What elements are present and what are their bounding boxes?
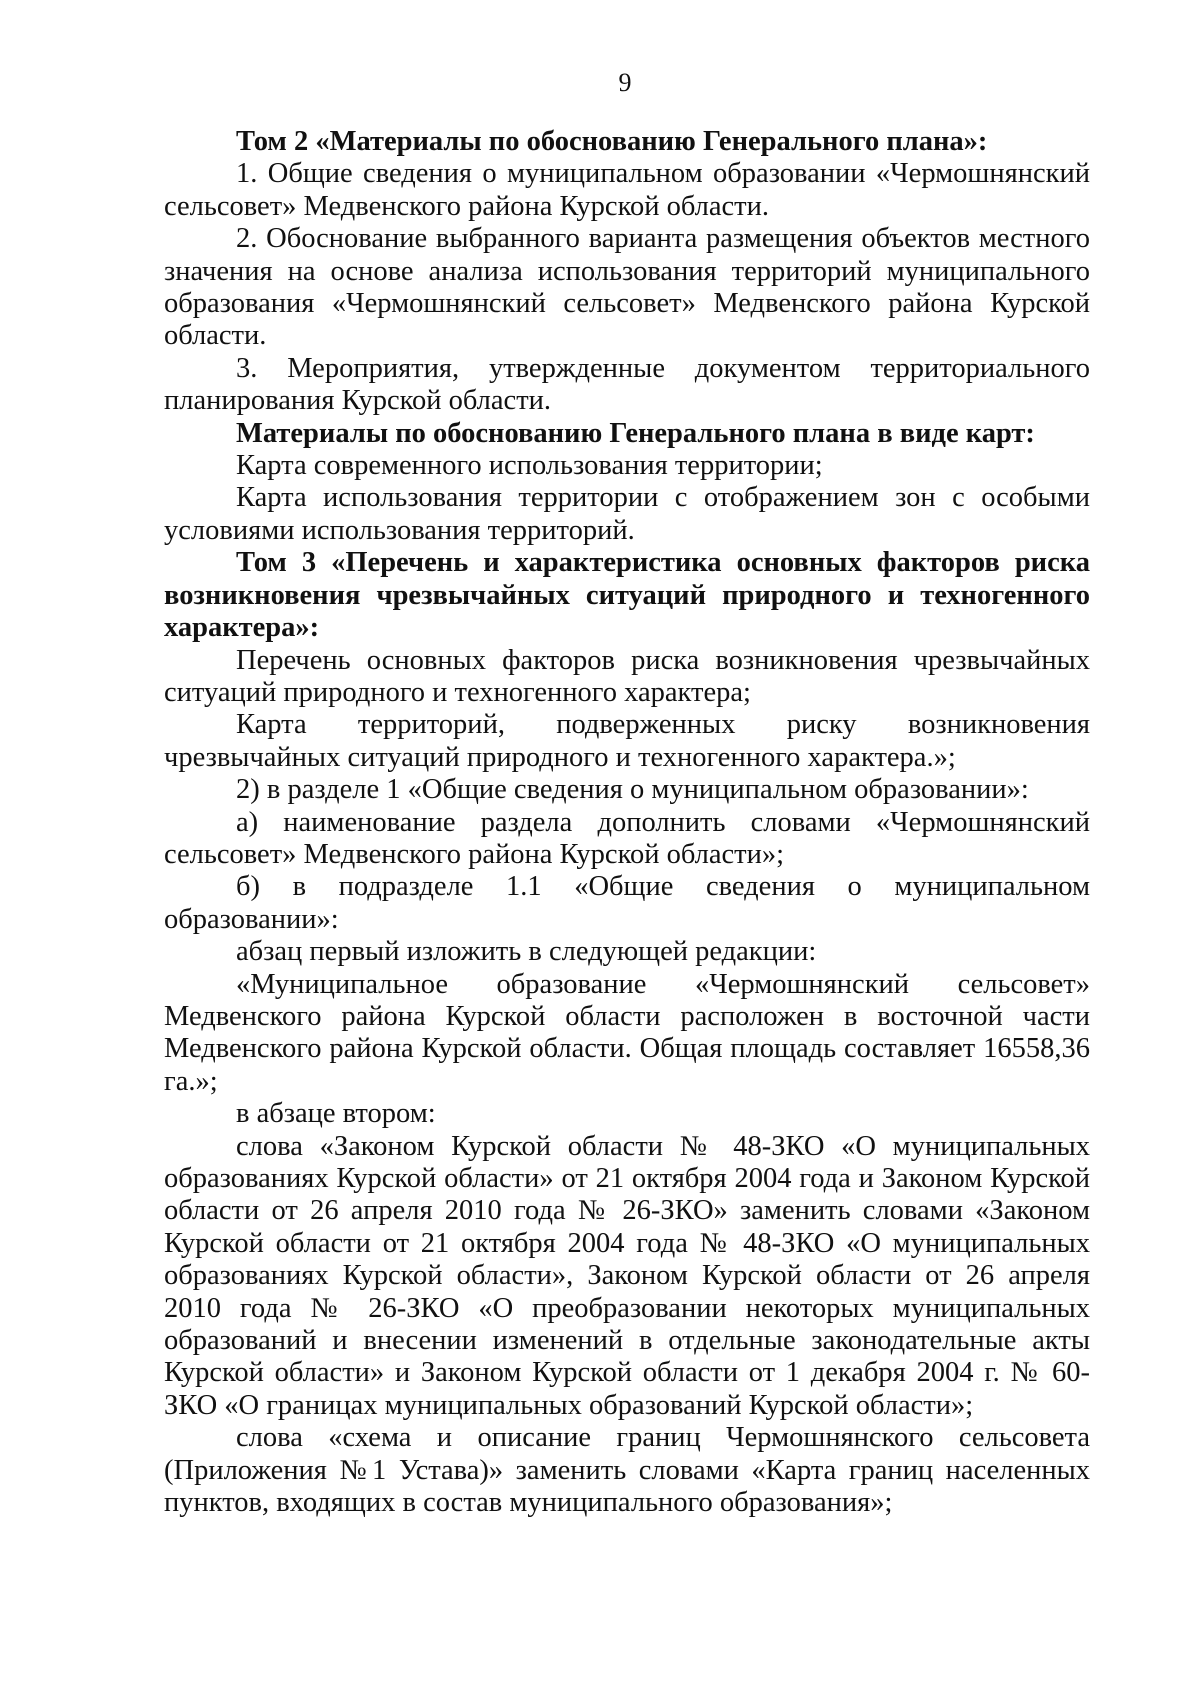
paragraph-risk-factors: Перечень основных факторов риска возникновения чрезвычайных ситуаций природного и техногенного характера; <box>164 644 1090 708</box>
paragraph-first-abzac: абзац первый изложить в следующей редакции: <box>236 936 817 968</box>
maps-heading: Материалы по обоснованию Генерального плана в виде карт: <box>236 417 1035 449</box>
volume-3-heading: Том 3 «Перечень и характеристика основных факторов риска возникновения чрезвычайных ситуаций природного и техногенного характера»: <box>164 547 1090 644</box>
paragraph-current-use-map: Карта современного использования территории; <box>236 450 823 482</box>
paragraph-borders-replacement: слова «схема и описание границ Чермошнянского сельсовета (Приложения №1 Устава)» заменить словами «Карта границ населенных пунктов, входящих в состав муниципального образования»; <box>164 1422 1090 1519</box>
paragraph-risk-map: Карта территорий, подверженных риску возникновения чрезвычайных ситуаций природного и техногенного характера.»; <box>164 709 1090 773</box>
list-item-general-info: 1. Общие сведения о муниципальном образовании «Чермошнянский сельсовет» Медвенского района Курской области. <box>164 158 1090 222</box>
list-item-measures: 3. Мероприятия, утвержденные документом территориального планирования Курской области. <box>164 352 1090 417</box>
list-item-justification: 2. Обоснование выбранного варианта размещения объектов местного значения на основе анализа использования территорий муниципального образования «Чермошнянский сельсовет» Медвенского района Курской области. <box>164 223 1090 352</box>
paragraph-second-abzac: в абзаце втором: <box>236 1098 436 1130</box>
paragraph-zones-map: Карта использования территории с отображением зон с особыми условиями использования территорий. <box>164 482 1090 546</box>
paragraph-item-a: а) наименование раздела дополнить словами «Чермошнянский сельсовет» Медвенского района Курской области»; <box>164 806 1090 870</box>
document-body <box>164 126 1090 1519</box>
paragraph-new-wording: «Муниципальное образование «Чермошнянский сельсовет» Медвенского района Курской области расположен в восточной части Медвенского района Курской области. Общая площадь составляет 16558,36 га.»; <box>164 968 1090 1097</box>
paragraph-section-1: 2) в разделе 1 «Общие сведения о муниципальном образовании»: <box>236 774 1029 806</box>
paragraph-item-b: б) в подразделе 1.1 «Общие сведения о муниципальном образовании»: <box>164 871 1090 935</box>
page-number: 9 <box>618 68 632 97</box>
paragraph-laws-replacement: слова «Законом Курской области № 48-ЗКО «О муниципальных образованиях Курской области» от 21 октября 2004 года и Законом Курской области от 26 апреля 2010 года № 26-ЗКО» заменить словами «Законом Курской области от 21 октября 2004 года № 48-ЗКО «О муниципальных образованиях Курской области», Законом Курской области от 26 апреля 2010 года № 26-ЗКО «О преобразовании некоторых муниципальных образований и внесении изменений в отдельные законодательные акты Курской области» и Законом Курской области от 1 декабря 2004 г. № 60-ЗКО «О границах муниципальных образований Курской области»; <box>164 1130 1090 1421</box>
volume-2-heading: Том 2 «Материалы по обоснованию Генерального плана»: <box>236 126 988 157</box>
